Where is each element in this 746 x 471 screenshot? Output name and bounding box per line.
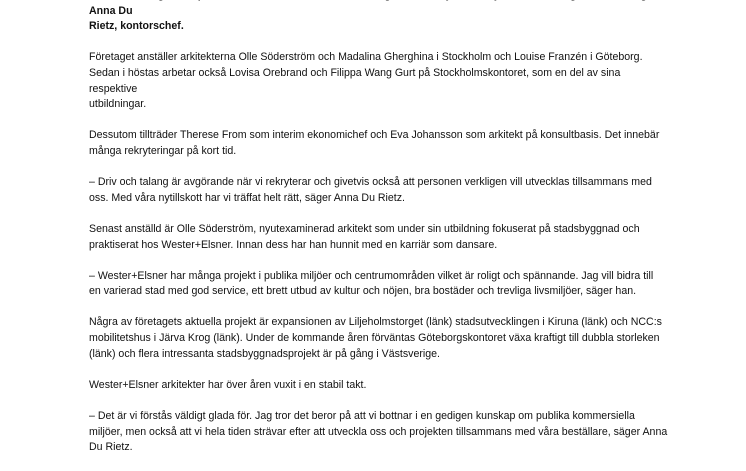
paragraph-current-projects: Några av företagets aktuella projekt är expansionen av Liljeholmstorget (länk) stadsutvecklingen i Kiruna (länk) och NCC:s mobilitetshus i Järva Krog (länk). Under de kommande åren förväntas Göteborgskontoret växa kraftigt till dubbla storleken (länk) och flera intressanta stadsbyggnadsprojekt är på gång i Västsverige. [89,316,662,360]
quote-paragraph-closing: – Det är vi förstås väldigt glada för. Jag tror det beror på att vi bottnar i en gedigen kunskap om publika kommersiella miljöer, men också att vi hela tiden strävar efter att utveckla oss och projekten tillsammans med våra beställare, säger Anna Du Rietz. [89,410,668,454]
paragraph-new-architects: Företaget anställer arkitekterna Olle Söderström och Madalina Gherghina i Stockholm och Louise Franzén i Göteborg. Sedan i höstas arbetar också Lovisa Orebrand och Filippa Wang Gurt på Stockholmskontoret, som en del av sina respektive utbildningar. [89,51,643,111]
quote-paragraph-recruiting: – Driv och talang är avgörande när vi rekryterar och givetvis också att personen verkligen vill utvecklas tillsammans med oss. Med våra nytillskott har vi träffat helt rätt, säger Anna Du Rietz. [89,176,652,204]
paragraph-latest-hire: Senast anställd är Olle Söderström, nyutexaminerad arkitekt som under sin utbildning fokuserat på stadsbyggnad och praktiserat hos Wester+Elsner. Innan dess har han hunnit med en karriär som dansare. [89,222,640,251]
quote-paragraph-projects: – Wester+Elsner har många projekt i publika miljöer och centrumområden vilket är roligt och spännande. Jag vill bidra till en varierad stad med god service, ett brett utbud av kultur och nöjen, bra bostäder och trevliga livsmiljöer, säger han. [89,269,654,298]
paragraph-growth: Wester+Elsner arkitekter har över åren vuxit i en stabil takt. [89,378,367,391]
paragraph-new-roles: Dessutom tillträder Therese From som interim ekonomichef och Eva Johansson som arkitekt på konsultbasis. Det innebär många rekryteringar på kort tid. [89,129,660,157]
quote-paragraph-kontorschef: Anna Du Rietz, kontorschef. [89,4,184,33]
document-body [89,0,669,471]
